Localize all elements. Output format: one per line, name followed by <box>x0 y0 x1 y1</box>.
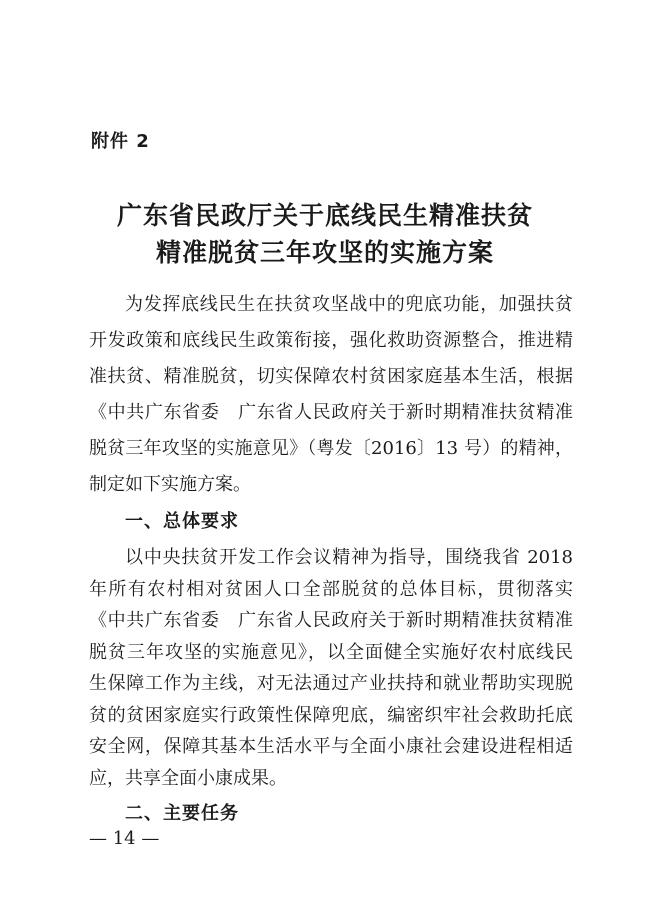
intro-line: 开发政策和底线民生政策衔接，强化救助资源整合，推进精 <box>89 330 573 351</box>
document-title-line-2: 精准脱贫三年攻坚的实施方案 <box>155 238 494 267</box>
intro-line: 脱贫三年攻坚的实施意见》（粤发〔2016〕13 号）的精神， <box>89 438 573 459</box>
intro-line: 制定如下实施方案。 <box>89 474 251 495</box>
section1-line: 年所有农村相对贫困人口全部脱贫的总体目标，贯彻落实 <box>89 579 573 600</box>
section1-line: 脱贫三年攻坚的实施意见》，以全面健全实施好农村底线民 <box>89 642 573 663</box>
intro-line: 准扶贫、精准脱贫，切实保障农村贫困家庭基本生活，根据 <box>89 366 573 387</box>
section1-line: 以中央扶贫开发工作会议精神为指导，围绕我省 2018 <box>125 547 573 568</box>
intro-line: 为发挥底线民生在扶贫攻坚战中的兜底功能，加强扶贫 <box>125 294 573 315</box>
section1-line: 《中共广东省委 广东省人民政府关于新时期精准扶贫精准 <box>89 610 573 631</box>
section-heading-overall-requirements: 一、总体要求 <box>125 511 239 532</box>
intro-line: 《中共广东省委 广东省人民政府关于新时期精准扶贫精准 <box>89 402 573 423</box>
section1-line: 安全网，保障其基本生活水平与全面小康社会建设进程相适 <box>89 736 573 757</box>
page-number: — 14 — <box>89 828 160 849</box>
attachment-label: 附件 2 <box>91 131 150 152</box>
section1-line: 生保障工作为主线，对无法通过产业扶持和就业帮助实现脱 <box>89 673 573 694</box>
section-heading-main-tasks: 二、主要任务 <box>125 803 239 824</box>
section1-line: 贫的贫困家庭实行政策性保障兜底，编密织牢社会救助托底 <box>89 705 573 726</box>
document-title-line-1: 广东省民政厅关于底线民生精准扶贫 <box>116 201 533 230</box>
section1-line: 应，共享全面小康成果。 <box>89 768 287 789</box>
